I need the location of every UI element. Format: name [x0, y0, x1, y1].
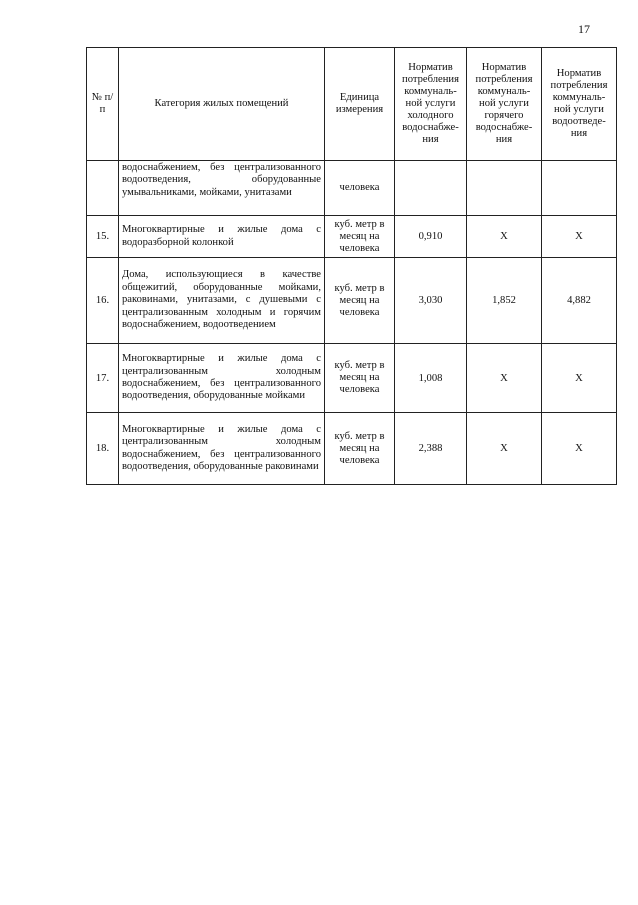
- header-category: Категория жилых помещений: [119, 48, 325, 161]
- row-category: Дома, использующиеся в качестве общежитий, оборудованные мойками, раковинами, унитазами, с душевыми с централизованным холодным и горячим водоснабжением, водоотведением: [119, 258, 325, 344]
- row-drain-value: Х: [542, 344, 617, 413]
- row-unit: куб. метр в месяц на человека: [325, 344, 395, 413]
- row-cold-value: [395, 161, 467, 216]
- header-row: [87, 48, 617, 161]
- table-row: [87, 161, 617, 216]
- table-row: [87, 413, 617, 485]
- row-category: Многоквартирные и жилые дома с водоразборной колонкой: [119, 216, 325, 258]
- row-cold-value: 1,008: [395, 344, 467, 413]
- header-unit: Единица измерения: [325, 48, 395, 161]
- row-hot-value: Х: [467, 413, 542, 485]
- row-unit: куб. метр в месяц на человека: [325, 258, 395, 344]
- row-num: 16.: [87, 258, 119, 344]
- row-unit: человека: [325, 161, 395, 216]
- row-drain-value: Х: [542, 216, 617, 258]
- row-unit: куб. метр в месяц на человека: [325, 216, 395, 258]
- row-category: Многоквартирные и жилые дома с централизованным холодным водоснабжением, без централизованного водоотведения, оборудованные раковинами: [119, 413, 325, 485]
- header-hot-water: Норматив потребления коммуналь-ной услуги горячего водоснабже-ния: [467, 48, 542, 161]
- row-drain-value: Х: [542, 413, 617, 485]
- header-drainage: Норматив потребления коммуналь-ной услуги водоотведе-ния: [542, 48, 617, 161]
- row-num: [87, 161, 119, 216]
- row-cold-value: 3,030: [395, 258, 467, 344]
- row-hot-value: [467, 161, 542, 216]
- row-category: Многоквартирные и жилые дома с централизованным холодным водоснабжением, без централизованного водоотведения, оборудованные мойками: [119, 344, 325, 413]
- page-number: 17: [578, 22, 590, 36]
- row-cold-value: 0,910: [395, 216, 467, 258]
- table-row: [87, 344, 617, 413]
- row-hot-value: Х: [467, 216, 542, 258]
- table-row: [87, 216, 617, 258]
- row-num: 17.: [87, 344, 119, 413]
- row-category: водоснабжением, без централизованного водоотведения, оборудованные умывальниками, мойками, унитазами: [119, 161, 325, 216]
- header-cold-water: Норматив потребления коммуналь-ной услуги холодного водоснабже-ния: [395, 48, 467, 161]
- row-unit: куб. метр в месяц на человека: [325, 413, 395, 485]
- row-hot-value: 1,852: [467, 258, 542, 344]
- norms-table: [86, 47, 617, 485]
- row-cold-value: 2,388: [395, 413, 467, 485]
- row-hot-value: Х: [467, 344, 542, 413]
- row-num: 18.: [87, 413, 119, 485]
- row-drain-value: [542, 161, 617, 216]
- header-num: № п/п: [87, 48, 119, 161]
- row-drain-value: 4,882: [542, 258, 617, 344]
- table-row: [87, 258, 617, 344]
- row-num: 15.: [87, 216, 119, 258]
